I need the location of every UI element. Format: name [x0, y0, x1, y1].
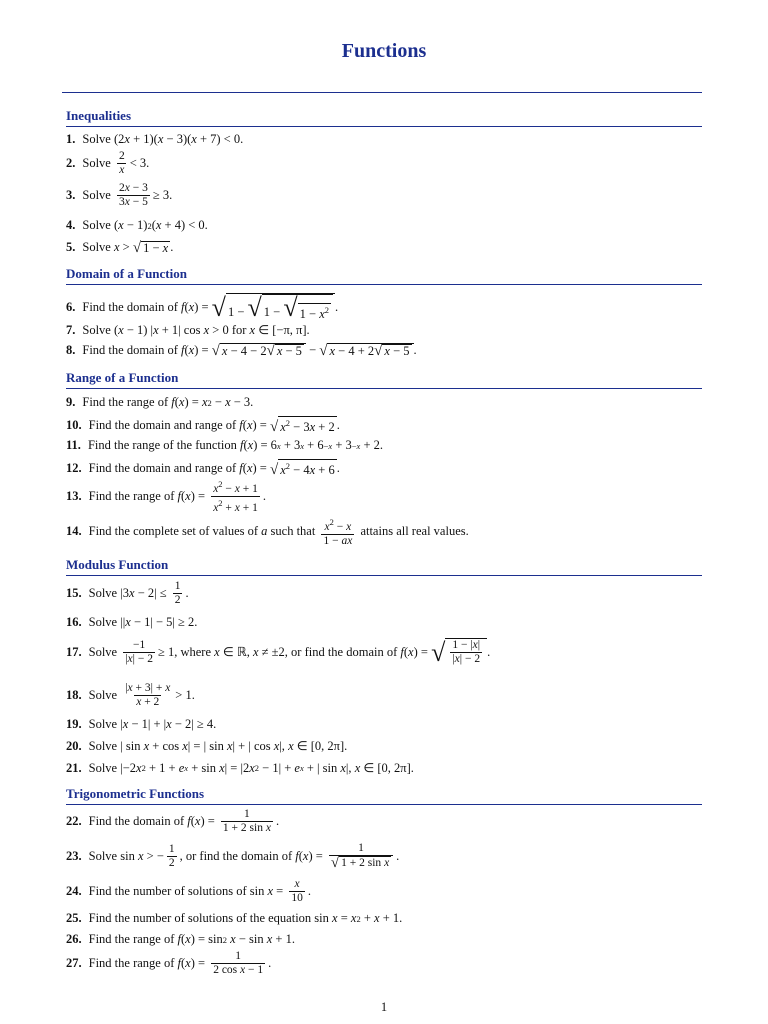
problem-number: 9. [66, 395, 76, 409]
problem-21: 21. Solve |−2 x 2 + 1 + e x + sin x | = |2 x 2 − 1| + e x + | sin x |, x ∈ [0, 2π]. [66, 760, 414, 775]
problem-text: Find the range of [82, 395, 169, 409]
problem-number: 3. [66, 188, 76, 202]
problem-23: 23. Solve sin x > − $\frac{1}{2}$ , or find the domain of f ( x ) = 1 √ 1 + 2 sin x . [66, 842, 400, 871]
problem-text: Find the number of solutions of [88, 884, 247, 898]
problem-number: 8. [66, 343, 76, 357]
problem-text: Solve [82, 240, 111, 254]
problem-18: 18. Solve $\frac{|x + 3| + x}{x + 2}$ > 1. [66, 682, 195, 708]
problem-number: 17. [66, 644, 82, 659]
title-rule [62, 92, 702, 93]
problem-text: Solve [88, 615, 118, 629]
problem-4: 4. Solve ( x − 1) 2 ( x + 4) < 0. [66, 218, 208, 232]
problem-8: 8. Find the domain of f ( x ) = √ x − 4 − 2 √ x − 5 − √ x − 4 + 2 √ x − 5 . [66, 343, 417, 359]
section-heading-trig: Trigonometric Functions [66, 786, 702, 805]
problem-text: Solve [88, 760, 118, 775]
problem-text: Solve [82, 218, 111, 232]
problem-text: Find the range of [88, 956, 175, 970]
section-heading-domain: Domain of a Function [66, 266, 702, 285]
problem-26: 26. Find the range of f ( x ) = sin 2 x − sin x + 1. [66, 932, 295, 946]
problem-number: 20. [66, 738, 82, 753]
problem-19: 19. Solve | x − 1| + | x − 2| ≥ 4. [66, 717, 217, 731]
problem-text: Find the domain of [82, 299, 178, 314]
problem-number: 1. [66, 132, 76, 146]
problem-text-where: , where [174, 644, 211, 659]
problem-14: 14. Find the complete set of values of a such that $\frac{x^2 - x}{1 - ax}$ attains all real values. [66, 517, 469, 547]
problem-15: 15. Solve |3 x − 2| ≤ $\frac{1}{2}$ . [66, 580, 189, 606]
problem-text: Find the domain and range of [88, 460, 237, 475]
problem-number: 4. [66, 218, 76, 232]
problem-25: 25. Find the number of solutions of the equation sin x = x 2 + x + 1. [66, 911, 403, 925]
problem-3: 3. Solve $\frac{2x - 3}{3x - 5}$ ≥ 3. [66, 182, 173, 208]
problem-text: Solve [88, 644, 118, 659]
problem-6: 6. Find the domain of f ( x ) = √ 1 − √ 1 − √ $1 - x^2$ . [66, 293, 339, 322]
page-number: 1 [380, 1000, 388, 1014]
problem-12: 12. Find the domain and range of f ( x ) = √ $x^2 - 4x + 6$ . [66, 460, 340, 479]
problem-20: 20. Solve | sin x + cos x | = | sin x | + | cos x |, x ∈ [0, 2π]. [66, 738, 348, 753]
problem-number: 6. [66, 299, 76, 314]
problem-text-or: , or find the domain of [284, 644, 398, 659]
problem-number: 11. [66, 438, 81, 452]
section-heading-range: Range of a Function [66, 370, 702, 389]
problem-text: Solve [82, 322, 111, 337]
problem-7: 7. Solve ( x − 1) | x + 1| cos x > 0 for x ∈ [−π, π]. [66, 322, 310, 337]
problem-text-attains: attains all real values. [360, 524, 469, 539]
problem-text-such-that: such that [270, 524, 316, 539]
problem-number: 21. [66, 760, 82, 775]
problem-16: 16. Solve || x − 1| − 5| ≥ 2. [66, 615, 198, 629]
problem-text: Solve [82, 188, 111, 202]
problem-number: 15. [66, 586, 82, 600]
problem-number: 19. [66, 717, 82, 731]
problem-number: 5. [66, 240, 76, 254]
problem-1: 1. Solve (2 x + 1)( x − 3)( x + 7) < 0. [66, 132, 244, 146]
problem-number: 14. [66, 524, 82, 539]
problem-text: Find the domain of [88, 814, 185, 828]
page-title: Functions [341, 40, 427, 62]
problem-text: Solve [88, 586, 118, 600]
problem-text: Find the number of solutions of the equation [88, 911, 312, 925]
problem-number: 26. [66, 932, 82, 946]
problem-number: 13. [66, 488, 82, 503]
section-heading-inequalities: Inequalities [66, 108, 702, 127]
problem-text: Solve [88, 849, 118, 863]
problem-17: 17. Solve $\frac{-1}{|x| - 2}$ ≥ 1 , where x ∈ ℝ, x ≠ ±2 , or find the domain of f ( x ) = √ $\frac{1 - |x|}{|x| - 2}$ . [66, 638, 491, 667]
problem-number: 2. [66, 156, 76, 170]
problem-text: Solve [82, 156, 111, 170]
problem-number: 7. [66, 322, 76, 337]
problem-27: 27. Find the range of f ( x ) = $\frac{1}{\text{2 cos x − 1}}$ . [66, 950, 272, 976]
problem-10: 10. Find the domain and range of f ( x ) = √ $x^2 - 3x + 2$ . [66, 417, 340, 436]
problem-text: Solve [88, 688, 118, 702]
problem-number: 12. [66, 460, 82, 475]
problem-text: Find the range of [88, 932, 175, 946]
problem-number: 23. [66, 849, 82, 863]
problem-5: 5. Solve x > √ 1 − x . [66, 239, 174, 256]
problem-22: 22. Find the domain of f ( x ) = $\frac{1}{\text{1 + 2 sin x}}$ . [66, 808, 280, 834]
problem-2: 2. Solve $\frac{2}{x}$ < 3. [66, 150, 150, 176]
problem-text-for: for [231, 322, 247, 337]
problem-9: 9. Find the range of f ( x ) = x 2 − x − 3. [66, 395, 254, 409]
problem-number: 16. [66, 615, 82, 629]
problem-number: 18. [66, 688, 82, 702]
problem-number: 24. [66, 884, 82, 898]
problem-text: Solve [88, 738, 118, 753]
problem-number: 25. [66, 911, 82, 925]
problem-text: Solve [82, 132, 111, 146]
problem-text: Find the range of [88, 488, 175, 503]
problem-text: Find the domain of [82, 343, 178, 357]
problem-11: 11. Find the range of the function f ( x ) = 6 x + 3 x + 6 −x + 3 −x + 2. [66, 438, 384, 452]
problem-number: 10. [66, 417, 82, 432]
problem-13: 13. Find the range of f ( x ) = $\frac{x^2 - x + 1}{x^2 + x + 1}$ . [66, 479, 267, 514]
problem-text: Find the complete set of values of [88, 524, 259, 539]
problem-text: Solve [88, 717, 118, 731]
problem-number: 22. [66, 814, 82, 828]
problem-text-or: , or find the domain of [179, 849, 293, 863]
problem-text: Find the range of the function [87, 438, 237, 452]
problem-24: 24. Find the number of solutions of sin x = $\frac{x}{10}$ . [66, 878, 311, 904]
section-heading-modulus: Modulus Function [66, 557, 702, 576]
problem-text: Find the domain and range of [88, 417, 237, 432]
problem-number: 27. [66, 956, 82, 970]
